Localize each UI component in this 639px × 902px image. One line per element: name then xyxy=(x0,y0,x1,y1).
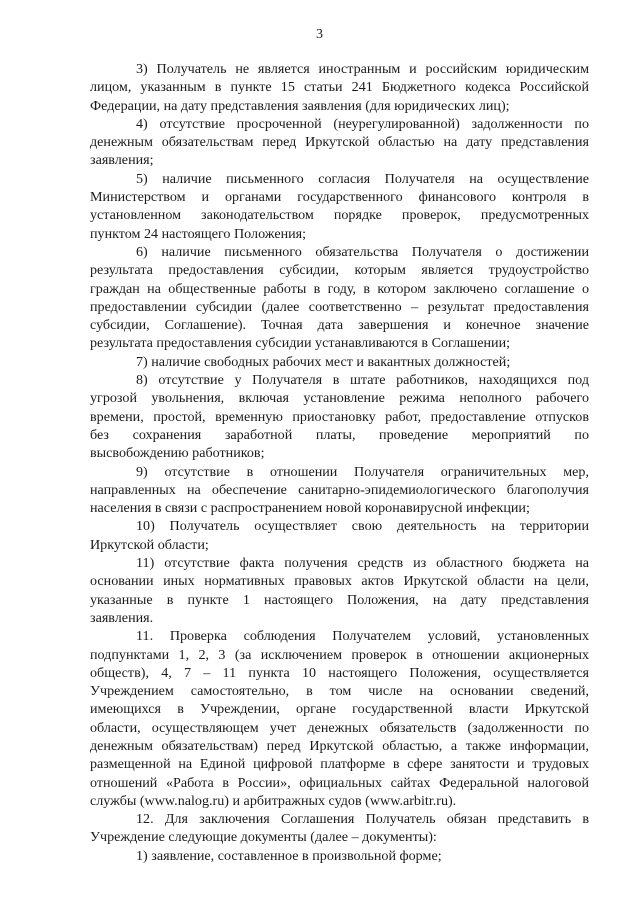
text-line: указанные в пункте 1 настоящего Положения, на дату представления xyxy=(90,591,589,608)
text-line: основании иных нормативных правовых актов Иркутской области на цели, xyxy=(90,573,589,590)
text-line: заявления. xyxy=(90,609,154,626)
text-line: субсидии, Соглашение). Точная дата завершения и конечное значение xyxy=(90,317,589,334)
text-line: Иркутской области; xyxy=(90,536,209,553)
page-number: 3 xyxy=(316,27,323,42)
text-line: Министерством и органами государственного финансового контроля в xyxy=(90,189,589,206)
text-line: 10) Получатель осуществляет свою деятельность на территории xyxy=(136,518,589,535)
text-line: 4) отсутствие просроченной (неурегулированной) задолженности по xyxy=(136,115,589,132)
text-line: денежным обязательствам) перед Иркутской областью, а также информации, xyxy=(90,737,589,754)
text-line: Федерации, на дату представления заявления (для юридических лиц); xyxy=(90,97,510,114)
text-line: 9) отсутствие в отношении Получателя ограничительных мер, xyxy=(136,463,589,480)
text-line: 1) заявление, составленное в произвольной форме; xyxy=(136,847,442,864)
text-line: 5) наличие письменного согласия Получателя на осуществление xyxy=(136,170,589,187)
text-line: лицом, указанным в пункте 15 статьи 241 Бюджетного кодекса Российской xyxy=(90,79,589,96)
text-line: без сохранения заработной платы, проведение мероприятий по xyxy=(90,426,589,443)
text-line: подпунктами 1, 2, 3 (за исключением проверок в отношении акционерных xyxy=(90,646,589,663)
text-line: 11. Проверка соблюдения Получателем условий, установленных xyxy=(136,628,589,645)
text-line: области, осуществляющем учет денежных обязательств (задолженности по xyxy=(90,719,589,736)
text-line: результата предоставления субсидии, которым является трудоустройство xyxy=(90,262,589,279)
text-line: Учреждение следующие документы (далее – документы): xyxy=(90,829,437,846)
text-line: Учреждением самостоятельно, в том числе на основании сведений, xyxy=(90,683,589,700)
text-line: отношений «Работа в России», официальных сайтах Федеральной налоговой xyxy=(90,774,589,791)
text-line: 6) наличие письменного обязательства Получателя о достижении xyxy=(136,243,589,260)
text-line: предоставлении субсидии (далее соответственно – результат предоставления xyxy=(90,298,589,315)
text-line: времени, простой, временную приостановку работ, предоставление отпусков xyxy=(90,408,589,425)
text-line: 7) наличие свободных рабочих мест и вакантных должностей; xyxy=(136,353,511,370)
text-line: размещенной на Единой цифровой платформе в сфере занятости и трудовых xyxy=(90,756,589,773)
text-line: имеющихся в Учреждении, органе государственной власти Иркутской xyxy=(90,701,589,718)
text-line: высвобождению работников; xyxy=(90,445,265,462)
text-line: денежным обязательствам перед Иркутской областью на дату представления xyxy=(90,134,589,151)
text-line: 8) отсутствие у Получателя в штате работников, находящихся под xyxy=(136,372,589,389)
text-line: пунктом 24 настоящего Положения; xyxy=(90,225,307,242)
document-body xyxy=(90,60,589,865)
text-line: службы (www.nalog.ru) и арбитражных судов (www.arbitr.ru). xyxy=(90,792,457,809)
text-line: заявления; xyxy=(90,152,154,169)
text-line: направленных на обеспечение санитарно-эпидемиологического благополучия xyxy=(90,481,589,498)
text-line: обществ), 4, 7 – 11 пункта 10 настоящего Положения, осуществляется xyxy=(90,664,589,681)
text-line: установленном законодательством порядке проверок, предусмотренных xyxy=(90,207,589,224)
text-line: граждан на общественные работы в году, в котором заключено соглашение о xyxy=(90,280,589,297)
text-line: угрозой увольнения, включая установление режима неполного рабочего xyxy=(90,390,589,407)
text-line: 11) отсутствие факта получения средств из областного бюджета на xyxy=(136,555,589,572)
text-line: 12. Для заключения Соглашения Получатель обязан представить в xyxy=(136,811,589,828)
text-line: результата предоставления субсидии устанавливаются в Соглашении; xyxy=(90,335,511,352)
text-line: 3) Получатель не является иностранным и российским юридическим xyxy=(136,61,589,77)
text-line: населения в связи с распространением новой коронавирусной инфекции; xyxy=(90,500,530,517)
